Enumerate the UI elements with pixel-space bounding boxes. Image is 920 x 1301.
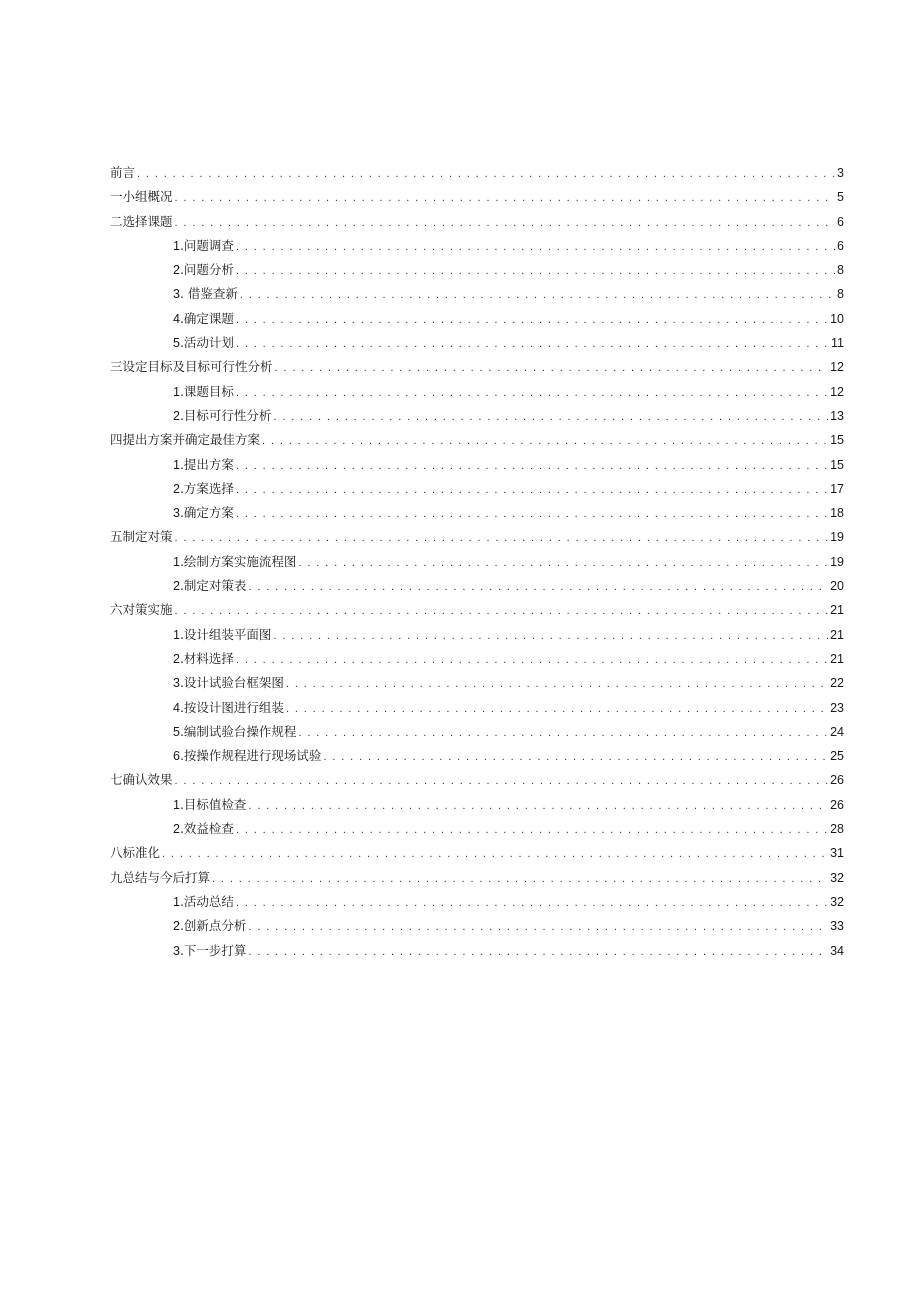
toc-subsection-entry[interactable]	[110, 307, 844, 331]
toc-dot-leader	[236, 259, 835, 283]
toc-section-entry[interactable]	[110, 768, 844, 792]
toc-entry-number: 1	[173, 384, 180, 399]
toc-entry-title: 一小组概况	[110, 189, 173, 205]
toc-page-number: 26	[830, 773, 844, 788]
toc-page-number: 12	[830, 360, 844, 375]
toc-subsection-entry[interactable]	[110, 647, 844, 671]
toc-dot-leader	[248, 575, 828, 599]
toc-entry-title: .目标值检查	[179, 796, 247, 812]
toc-entry-number: 3	[173, 676, 180, 691]
toc-page-number: 21	[830, 627, 844, 642]
toc-entry-title: 二选择课题	[110, 213, 173, 229]
toc-subsection-entry[interactable]	[110, 380, 844, 404]
toc-entry-title: .活动计划	[179, 335, 234, 351]
toc-entry-title: .方案选择	[179, 480, 234, 496]
toc-entry-title: .绘制方案实施流程图	[179, 553, 297, 569]
toc-entry-title: .创新点分析	[179, 918, 247, 934]
toc-subsection-entry[interactable]	[110, 574, 844, 598]
toc-entry-number: 2	[173, 579, 180, 594]
toc-subsection-entry[interactable]	[110, 258, 844, 282]
toc-page-number: 5	[837, 190, 844, 205]
table-of-contents	[110, 161, 844, 963]
toc-dot-leader	[248, 940, 828, 964]
toc-dot-leader	[286, 672, 828, 696]
toc-page-number: 24	[830, 724, 844, 739]
toc-subsection-entry[interactable]	[110, 696, 844, 720]
toc-entry-title: 九总结与今后打算	[110, 869, 211, 885]
toc-page-number: 15	[830, 457, 844, 472]
toc-subsection-entry[interactable]	[110, 793, 844, 817]
toc-entry-title: .按设计图进行组装	[179, 699, 284, 715]
toc-dot-leader	[236, 818, 828, 842]
toc-subsection-entry[interactable]	[110, 501, 844, 525]
toc-dot-leader	[236, 454, 828, 478]
toc-subsection-entry[interactable]	[110, 890, 844, 914]
toc-entry-number: 2	[173, 408, 180, 423]
toc-entry-number: 1	[173, 554, 180, 569]
toc-subsection-entry[interactable]	[110, 744, 844, 768]
toc-entry-number: 1	[173, 894, 180, 909]
toc-entry-title: .问题调查	[179, 237, 234, 253]
toc-subsection-entry[interactable]	[110, 550, 844, 574]
toc-section-entry[interactable]	[110, 355, 844, 379]
toc-entry-number: 4	[173, 700, 180, 715]
toc-page-number: 22	[830, 676, 844, 691]
toc-page-number: 19	[830, 530, 844, 545]
toc-dot-leader	[212, 867, 828, 891]
toc-dot-leader	[286, 697, 828, 721]
toc-entry-title: .下一步打算	[179, 942, 247, 958]
toc-page-number: 32	[830, 894, 844, 909]
toc-entry-number: 3	[173, 943, 180, 958]
toc-entry-number: 2	[173, 651, 180, 666]
toc-dot-leader	[240, 283, 835, 307]
toc-page-number: 33	[830, 919, 844, 934]
toc-page-number: 20	[830, 579, 844, 594]
toc-entry-title: .课题目标	[179, 383, 234, 399]
toc-page-number: 28	[830, 822, 844, 837]
toc-subsection-entry[interactable]	[110, 477, 844, 501]
toc-section-entry[interactable]	[110, 525, 844, 549]
toc-page-number: 6	[837, 238, 844, 253]
toc-entry-number: 1	[173, 457, 180, 472]
toc-entry-title: .制定对策表	[179, 578, 247, 594]
toc-entry-title: 六对策实施	[110, 602, 173, 618]
toc-page-number: 31	[830, 846, 844, 861]
toc-dot-leader	[236, 381, 828, 405]
toc-dot-leader	[298, 551, 828, 575]
toc-dot-leader	[162, 842, 828, 866]
toc-subsection-entry[interactable]	[110, 453, 844, 477]
toc-page-number: 11	[831, 336, 844, 351]
toc-dot-leader	[236, 648, 828, 672]
toc-entry-title: .确定课题	[179, 310, 234, 326]
toc-entry-title: 四提出方案并确定最佳方案	[110, 432, 261, 448]
toc-dot-leader	[137, 162, 835, 186]
toc-subsection-entry[interactable]	[110, 671, 844, 695]
toc-dot-leader	[262, 429, 828, 453]
toc-entry-title: .提出方案	[179, 456, 234, 472]
toc-dot-leader	[273, 405, 828, 429]
toc-subsection-entry[interactable]	[110, 623, 844, 647]
toc-section-entry[interactable]	[110, 185, 844, 209]
toc-entry-number: 1	[173, 238, 180, 253]
toc-dot-leader	[273, 624, 828, 648]
toc-dot-leader	[236, 478, 828, 502]
toc-dot-leader	[175, 186, 836, 210]
toc-entry-title: . 借鉴查新	[179, 286, 238, 302]
toc-page-number: 25	[830, 749, 844, 764]
toc-entry-title: .按操作规程进行现场试验	[179, 748, 322, 764]
toc-dot-leader	[175, 211, 836, 235]
toc-entry-title: .材料选择	[179, 650, 234, 666]
toc-entry-title: .设计试验台框架图	[179, 675, 284, 691]
toc-subsection-entry[interactable]	[110, 939, 844, 963]
toc-section-entry[interactable]	[110, 161, 844, 185]
toc-entry-number: 2	[173, 481, 180, 496]
toc-entry-number: 1	[173, 797, 180, 812]
toc-section-entry[interactable]	[110, 598, 844, 622]
toc-entry-title: .活动总结	[179, 893, 234, 909]
toc-dot-leader	[236, 502, 828, 526]
toc-page-number: 19	[830, 554, 844, 569]
toc-entry-number: 2	[173, 822, 180, 837]
toc-entry-title: 三设定目标及目标可行性分析	[110, 359, 273, 375]
toc-page-number: 8	[837, 287, 844, 302]
toc-page-number: 32	[830, 870, 844, 885]
toc-entry-number: 6	[173, 749, 180, 764]
toc-section-entry[interactable]	[110, 428, 844, 452]
toc-section-entry[interactable]	[110, 210, 844, 234]
toc-entry-number: 3	[173, 506, 180, 521]
toc-subsection-entry[interactable]	[110, 914, 844, 938]
toc-entry-title: .编制试验台操作规程	[179, 723, 297, 739]
toc-entry-number: 2	[173, 263, 180, 278]
toc-page-number: 17	[830, 481, 844, 496]
toc-page-number: 8	[837, 263, 844, 278]
toc-entry-title: 七确认效果	[110, 772, 173, 788]
toc-page-number: 18	[830, 506, 844, 521]
toc-subsection-entry[interactable]	[110, 331, 844, 355]
toc-subsection-entry[interactable]	[110, 817, 844, 841]
toc-entry-number: 3	[173, 287, 180, 302]
toc-dot-leader	[323, 745, 828, 769]
toc-entry-number: 1	[173, 627, 180, 642]
toc-page-number: 6	[837, 214, 844, 229]
toc-dot-leader	[175, 599, 829, 623]
toc-page-number: 34	[830, 943, 844, 958]
toc-subsection-entry[interactable]	[110, 234, 844, 258]
toc-entry-title: .目标可行性分析	[179, 407, 272, 423]
toc-dot-leader	[236, 308, 828, 332]
toc-dot-leader	[298, 721, 828, 745]
toc-entry-title: .问题分析	[179, 262, 234, 278]
toc-page-number: 10	[830, 311, 844, 326]
toc-subsection-entry[interactable]	[110, 404, 844, 428]
toc-subsection-entry[interactable]	[110, 720, 844, 744]
toc-entry-number: 2	[173, 919, 180, 934]
toc-entry-number: 4	[173, 311, 180, 326]
toc-dot-leader	[236, 235, 835, 259]
toc-dot-leader	[175, 526, 829, 550]
toc-dot-leader	[175, 769, 829, 793]
toc-entry-title: 前言	[110, 165, 136, 180]
toc-dot-leader	[236, 332, 829, 356]
toc-dot-leader	[248, 915, 828, 939]
toc-section-entry[interactable]	[110, 866, 844, 890]
toc-dot-leader	[236, 891, 828, 915]
toc-subsection-entry[interactable]	[110, 282, 844, 306]
toc-entry-number: 5	[173, 724, 180, 739]
toc-page-number: 21	[830, 603, 844, 618]
toc-page-number: 26	[830, 797, 844, 812]
toc-page-number: 12	[830, 384, 844, 399]
toc-dot-leader	[248, 794, 828, 818]
toc-section-entry[interactable]	[110, 841, 844, 865]
toc-page-number: 23	[830, 700, 844, 715]
toc-entry-title: .设计组装平面图	[179, 626, 272, 642]
toc-entry-title: 五制定对策	[110, 529, 173, 545]
toc-entry-title: .效益检查	[179, 821, 234, 837]
toc-page-number: 13	[830, 408, 844, 423]
toc-page-number: 21	[830, 651, 844, 666]
toc-dot-leader	[275, 356, 829, 380]
toc-entry-number: 5	[173, 336, 180, 351]
toc-page-number: 3	[837, 166, 844, 180]
toc-entry-title: .确定方案	[179, 505, 234, 521]
toc-page-number: 15	[830, 433, 844, 448]
toc-entry-title: 八标准化	[110, 845, 161, 861]
